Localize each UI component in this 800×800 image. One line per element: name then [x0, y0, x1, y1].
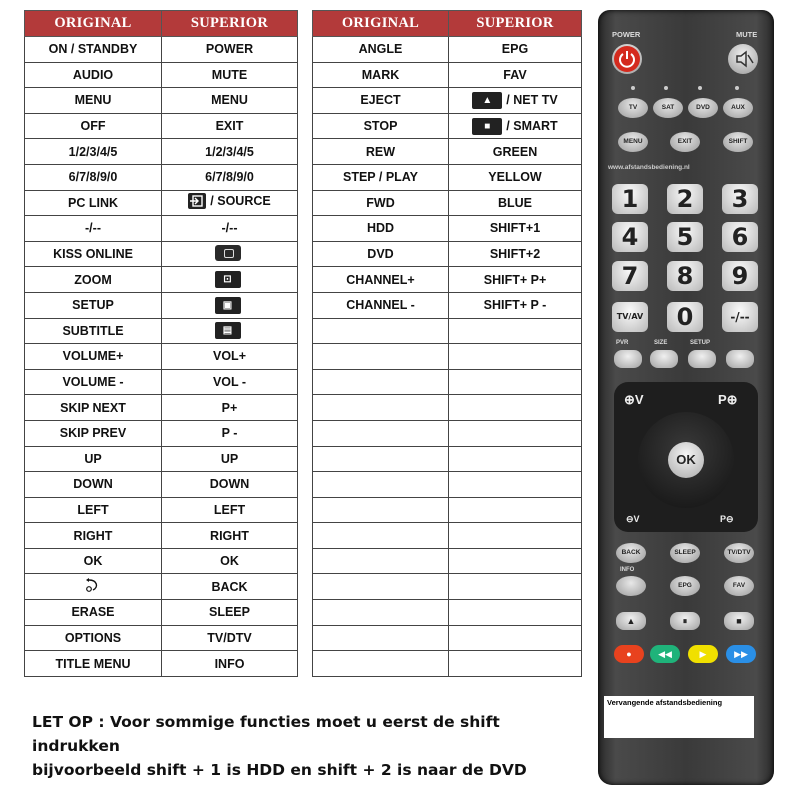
header-original: ORIGINAL: [25, 11, 162, 37]
table-row: [313, 420, 582, 446]
superior-cell: [162, 600, 298, 626]
original-cell: [313, 113, 449, 139]
superior-cell: [449, 600, 582, 626]
table-row: [313, 651, 582, 677]
table-row: [25, 446, 298, 472]
original-cell: [313, 190, 449, 216]
power-button: [612, 44, 642, 74]
superior-cell: [449, 472, 582, 498]
pvr-button-icon: [215, 245, 241, 261]
indicator-dot: [664, 86, 668, 90]
digit-5-button: 5: [667, 222, 703, 252]
superior-label: POWER: [205, 42, 254, 57]
superior-cell: [449, 344, 582, 370]
original-label: SUBTITLE: [62, 323, 124, 338]
superior-cell: [162, 216, 298, 242]
superior-cell: [162, 651, 298, 677]
original-cell: [25, 574, 162, 600]
original-label: AUDIO: [72, 67, 114, 82]
website-text: www.afstandsbediening.nl: [608, 164, 690, 171]
superior-cell: [449, 523, 582, 549]
original-label: FWD: [366, 195, 395, 210]
table-row: [25, 62, 298, 88]
navigation-pad: [614, 382, 758, 532]
superior-label: SHIFT+1: [489, 221, 541, 236]
menu-button: MENU: [618, 132, 648, 152]
original-cell: [25, 318, 162, 344]
superior-cell: [162, 37, 298, 63]
superior-cell: [449, 395, 582, 421]
original-label: 1/2/3/4/5: [68, 144, 118, 159]
table-row: [313, 369, 582, 395]
size-button: [650, 350, 678, 368]
mapping-table-left: [24, 10, 298, 677]
yellow-button: ▶: [688, 645, 718, 663]
eject-triangle-icon: ▲: [472, 92, 502, 109]
subtitle-button: [726, 350, 754, 368]
superior-label: SLEEP: [209, 605, 250, 620]
original-label: ZOOM: [74, 272, 112, 287]
original-cell: [25, 651, 162, 677]
back-button: BACK: [616, 543, 646, 563]
original-label: OPTIONS: [64, 630, 122, 645]
original-label: RIGHT: [73, 528, 113, 543]
superior-label: SHIFT+ P -: [483, 298, 547, 313]
mute-icon: [728, 44, 758, 74]
mute-label: MUTE: [736, 30, 758, 39]
source-input-icon: [188, 193, 206, 209]
superior-cell: [449, 62, 582, 88]
superior-label: 1/2/3/4/5: [205, 144, 254, 159]
superior-label: -/--: [221, 221, 238, 236]
table-row: [25, 292, 298, 318]
original-label: ERASE: [71, 605, 115, 620]
original-label: CHANNEL+: [346, 272, 415, 287]
superior-cell: [449, 267, 582, 293]
info-label: INFO: [620, 567, 635, 573]
original-cell: [25, 344, 162, 370]
superior-cell: [162, 625, 298, 651]
note-line-1: LET OP : Voor sommige functies moet u eerst de shift: [32, 713, 500, 731]
subtitle-button-icon: ▤: [215, 322, 241, 339]
table-row: [25, 241, 298, 267]
superior-cell: [162, 369, 298, 395]
table-row: [25, 651, 298, 677]
superior-cell: [449, 369, 582, 395]
digit-8-button: 8: [667, 261, 703, 291]
superior-cell: [162, 523, 298, 549]
original-label: DVD: [367, 247, 394, 262]
original-cell: [313, 472, 449, 498]
original-label: VOLUME -: [62, 375, 124, 390]
original-label: MARK: [361, 67, 400, 82]
superior-cell: [162, 420, 298, 446]
table-row: [25, 420, 298, 446]
original-cell: [25, 625, 162, 651]
superior-label: TV/DTV: [207, 630, 252, 645]
original-cell: [313, 37, 449, 63]
original-cell: [25, 62, 162, 88]
original-cell: [25, 37, 162, 63]
superior-cell: [449, 446, 582, 472]
original-cell: [313, 369, 449, 395]
exit-button: EXIT: [670, 132, 700, 152]
superior-label: P+: [221, 400, 238, 415]
table-row: [25, 600, 298, 626]
original-label: SKIP NEXT: [60, 400, 126, 415]
superior-cell: [162, 548, 298, 574]
table-row: [25, 369, 298, 395]
superior-label: YELLOW: [488, 170, 542, 185]
table-row: [25, 318, 298, 344]
superior-cell: [449, 88, 582, 114]
original-cell: [313, 241, 449, 267]
sleep-button: SLEEP: [670, 543, 700, 563]
superior-cell: [162, 344, 298, 370]
superior-label: OK: [220, 554, 239, 569]
original-cell: [25, 446, 162, 472]
table-row: [25, 88, 298, 114]
table-row: [313, 523, 582, 549]
original-cell: [313, 318, 449, 344]
stop-button: ■: [724, 612, 754, 630]
superior-cell: [162, 318, 298, 344]
tvdtv-button: TV/DTV: [724, 543, 754, 563]
original-label: VOLUME+: [62, 349, 124, 364]
table-row: [313, 548, 582, 574]
original-cell: [25, 523, 162, 549]
original-cell: [313, 88, 449, 114]
table-row: [313, 574, 582, 600]
original-label: LEFT: [77, 502, 109, 517]
original-label: ANGLE: [358, 42, 403, 57]
stop-square-icon: ■: [472, 118, 502, 135]
superior-cell: [449, 37, 582, 63]
original-cell: [25, 241, 162, 267]
table-row: [25, 267, 298, 293]
superior-label: / SOURCE: [210, 194, 271, 209]
superior-cell: [449, 113, 582, 139]
original-label: OK: [83, 554, 103, 569]
table-row: [25, 472, 298, 498]
table-row: [313, 216, 582, 242]
pvr-label: PVR: [616, 340, 629, 346]
shift-note: [32, 710, 592, 782]
superior-label: DOWN: [209, 477, 250, 492]
superior-cell: [449, 241, 582, 267]
original-label: SKIP PREV: [59, 426, 127, 441]
table-row: [313, 292, 582, 318]
note-line-2: indrukken: [32, 737, 120, 755]
table-row: [313, 267, 582, 293]
table-row: [25, 344, 298, 370]
table-row: [25, 548, 298, 574]
shift-button: SHIFT: [723, 132, 753, 152]
table-row: [25, 216, 298, 242]
original-cell: [25, 164, 162, 190]
original-cell: [313, 625, 449, 651]
vol-up-label: ⊕V: [624, 392, 644, 407]
epg-button: EPG: [670, 576, 700, 596]
superior-label: P -: [221, 426, 238, 441]
indicator-dot: [698, 86, 702, 90]
original-cell: [25, 292, 162, 318]
superior-cell: [162, 472, 298, 498]
original-label: STEP / PLAY: [342, 170, 419, 185]
superior-label: FAV: [503, 67, 527, 82]
tvav-button: TV/AV: [612, 302, 648, 332]
superior-label: VOL+: [213, 349, 246, 364]
superior-label: BACK: [211, 579, 248, 594]
superior-label: LEFT: [213, 502, 246, 517]
pause-button: ⏸: [670, 612, 700, 630]
dash-button: -/--: [722, 302, 758, 332]
table-row: [25, 395, 298, 421]
original-cell: [313, 216, 449, 242]
power-icon: [612, 44, 642, 74]
table-row: [25, 523, 298, 549]
superior-label: SHIFT+2: [489, 247, 541, 262]
original-label: CHANNEL -: [346, 298, 415, 313]
superior-label: UP: [220, 451, 239, 466]
original-cell: [25, 190, 162, 216]
fav-button: FAV: [724, 576, 754, 596]
ok-button: OK: [668, 442, 704, 478]
superior-cell: [449, 318, 582, 344]
superior-label: EXIT: [215, 119, 244, 134]
original-cell: [25, 497, 162, 523]
superior-cell: [162, 139, 298, 165]
original-label: REW: [365, 144, 396, 159]
info-button: [616, 576, 646, 596]
superior-cell: [162, 497, 298, 523]
pvr-button: [614, 350, 642, 368]
table-row: [313, 497, 582, 523]
superior-cell: [162, 88, 298, 114]
table-row: [313, 395, 582, 421]
superior-cell: [449, 190, 582, 216]
table-row: [313, 600, 582, 626]
superior-label: RIGHT: [210, 528, 249, 543]
table-row: [313, 113, 582, 139]
superior-cell: [162, 292, 298, 318]
digit-2-button: 2: [667, 184, 703, 214]
table-row: [25, 574, 298, 600]
prog-down-label: P⊖: [720, 514, 734, 524]
original-cell: [313, 344, 449, 370]
superior-label: EPG: [501, 42, 529, 57]
original-label: TITLE MENU: [55, 656, 131, 671]
original-cell: [313, 164, 449, 190]
original-cell: [313, 574, 449, 600]
red-button: ●: [614, 645, 644, 663]
superior-label: 6/7/8/9/0: [205, 170, 254, 185]
superior-cell: [449, 216, 582, 242]
table-row: [313, 164, 582, 190]
table-row: [313, 88, 582, 114]
original-cell: [313, 62, 449, 88]
original-cell: [25, 600, 162, 626]
superior-cell: [162, 267, 298, 293]
superior-cell: [162, 164, 298, 190]
setup-button: [688, 350, 716, 368]
superior-label: SHIFT+ P+: [483, 272, 547, 287]
original-cell: [313, 497, 449, 523]
original-label: ON / STANDBY: [48, 42, 138, 57]
header-original: ORIGINAL: [313, 11, 449, 37]
original-cell: [313, 292, 449, 318]
table-row: [25, 139, 298, 165]
superior-cell: [449, 625, 582, 651]
table-row: [25, 164, 298, 190]
original-cell: [313, 548, 449, 574]
remote-caption-label: Vervangende afstandsbediening: [604, 696, 754, 738]
original-label: UP: [84, 451, 102, 466]
superior-cell: [449, 497, 582, 523]
table-row: [313, 472, 582, 498]
back-arrow-icon: [83, 577, 103, 593]
original-label: KISS ONLINE: [53, 247, 133, 262]
table-row: [313, 625, 582, 651]
original-label: MENU: [74, 93, 112, 108]
superior-label: MUTE: [211, 67, 248, 82]
original-cell: [313, 139, 449, 165]
original-cell: [25, 88, 162, 114]
original-cell: [25, 369, 162, 395]
superior-cell: [449, 574, 582, 600]
original-cell: [25, 472, 162, 498]
original-cell: [25, 267, 162, 293]
superior-cell: [162, 446, 298, 472]
mute-button: [728, 44, 758, 74]
superior-cell: [449, 139, 582, 165]
original-label: STOP: [363, 119, 398, 134]
vol-down-label: ⊖V: [626, 514, 640, 524]
original-cell: [313, 446, 449, 472]
superior-label: MENU: [211, 93, 248, 108]
digit-4-button: 4: [612, 222, 648, 252]
original-label: PC LINK: [68, 195, 118, 210]
indicator-dot: [631, 86, 635, 90]
table-row: [313, 139, 582, 165]
table-row: [25, 625, 298, 651]
table-row: [313, 190, 582, 216]
original-cell: [25, 139, 162, 165]
header-superior: SUPERIOR: [162, 11, 298, 37]
indicator-dot: [735, 86, 739, 90]
original-label: HDD: [366, 221, 395, 236]
remote-control-image: [598, 10, 774, 785]
table-row: [313, 241, 582, 267]
digit-0-button: 0: [667, 302, 703, 332]
table-row: [313, 37, 582, 63]
superior-cell: [449, 164, 582, 190]
superior-cell: [449, 651, 582, 677]
power-label: POWER: [612, 30, 641, 39]
superior-cell: [162, 190, 298, 216]
original-cell: [313, 420, 449, 446]
sat-button: SAT: [653, 98, 683, 118]
original-cell: [25, 548, 162, 574]
table-row: [25, 113, 298, 139]
blue-button: ▶▶: [726, 645, 756, 663]
table-row: [313, 318, 582, 344]
original-cell: [25, 113, 162, 139]
original-label: OFF: [80, 119, 106, 134]
aux-button: AUX: [723, 98, 753, 118]
size-button-icon: ⊡: [215, 271, 241, 288]
table-row: [313, 446, 582, 472]
digit-1-button: 1: [612, 184, 648, 214]
dvd-button: DVD: [688, 98, 718, 118]
digit-9-button: 9: [722, 261, 758, 291]
digit-6-button: 6: [722, 222, 758, 252]
superior-label: GREEN: [492, 144, 538, 159]
eject-button: ▲: [616, 612, 646, 630]
digit-3-button: 3: [722, 184, 758, 214]
table-row: [25, 497, 298, 523]
table-row: [313, 344, 582, 370]
original-label: -/--: [85, 221, 101, 236]
original-cell: [25, 216, 162, 242]
setup-button-icon: ▣: [215, 297, 241, 314]
prog-up-label: P⊕: [718, 392, 738, 407]
tv-button: TV: [618, 98, 648, 118]
original-label: SETUP: [72, 298, 114, 313]
header-superior: SUPERIOR: [449, 11, 582, 37]
original-label: 6/7/8/9/0: [68, 170, 118, 185]
table-row: [313, 62, 582, 88]
setup-label: SETUP: [690, 340, 711, 346]
superior-cell: [449, 420, 582, 446]
digit-7-button: 7: [612, 261, 648, 291]
green-button: ◀◀: [650, 645, 680, 663]
original-cell: [25, 395, 162, 421]
superior-cell: [162, 113, 298, 139]
superior-cell: [162, 62, 298, 88]
original-cell: [313, 651, 449, 677]
superior-label: VOL -: [212, 375, 247, 390]
superior-cell: [162, 574, 298, 600]
superior-cell: [449, 292, 582, 318]
original-cell: [313, 267, 449, 293]
superior-label: BLUE: [497, 195, 533, 210]
superior-label: / NET TV: [506, 93, 558, 108]
superior-cell: [449, 548, 582, 574]
note-line-3: bijvoorbeeld shift + 1 is HDD en shift + 2 is naar de DVD: [32, 761, 527, 779]
table-row: [25, 190, 298, 216]
original-cell: [313, 395, 449, 421]
superior-label: / SMART: [506, 119, 558, 134]
original-cell: [25, 420, 162, 446]
mapping-table-right: [312, 10, 582, 677]
original-label: EJECT: [360, 93, 401, 108]
original-label: DOWN: [73, 477, 113, 492]
superior-cell: [162, 241, 298, 267]
original-cell: [313, 523, 449, 549]
superior-label: INFO: [214, 656, 245, 671]
table-row: [25, 37, 298, 63]
original-cell: [313, 600, 449, 626]
superior-cell: [162, 395, 298, 421]
size-label: SIZE: [654, 340, 668, 346]
